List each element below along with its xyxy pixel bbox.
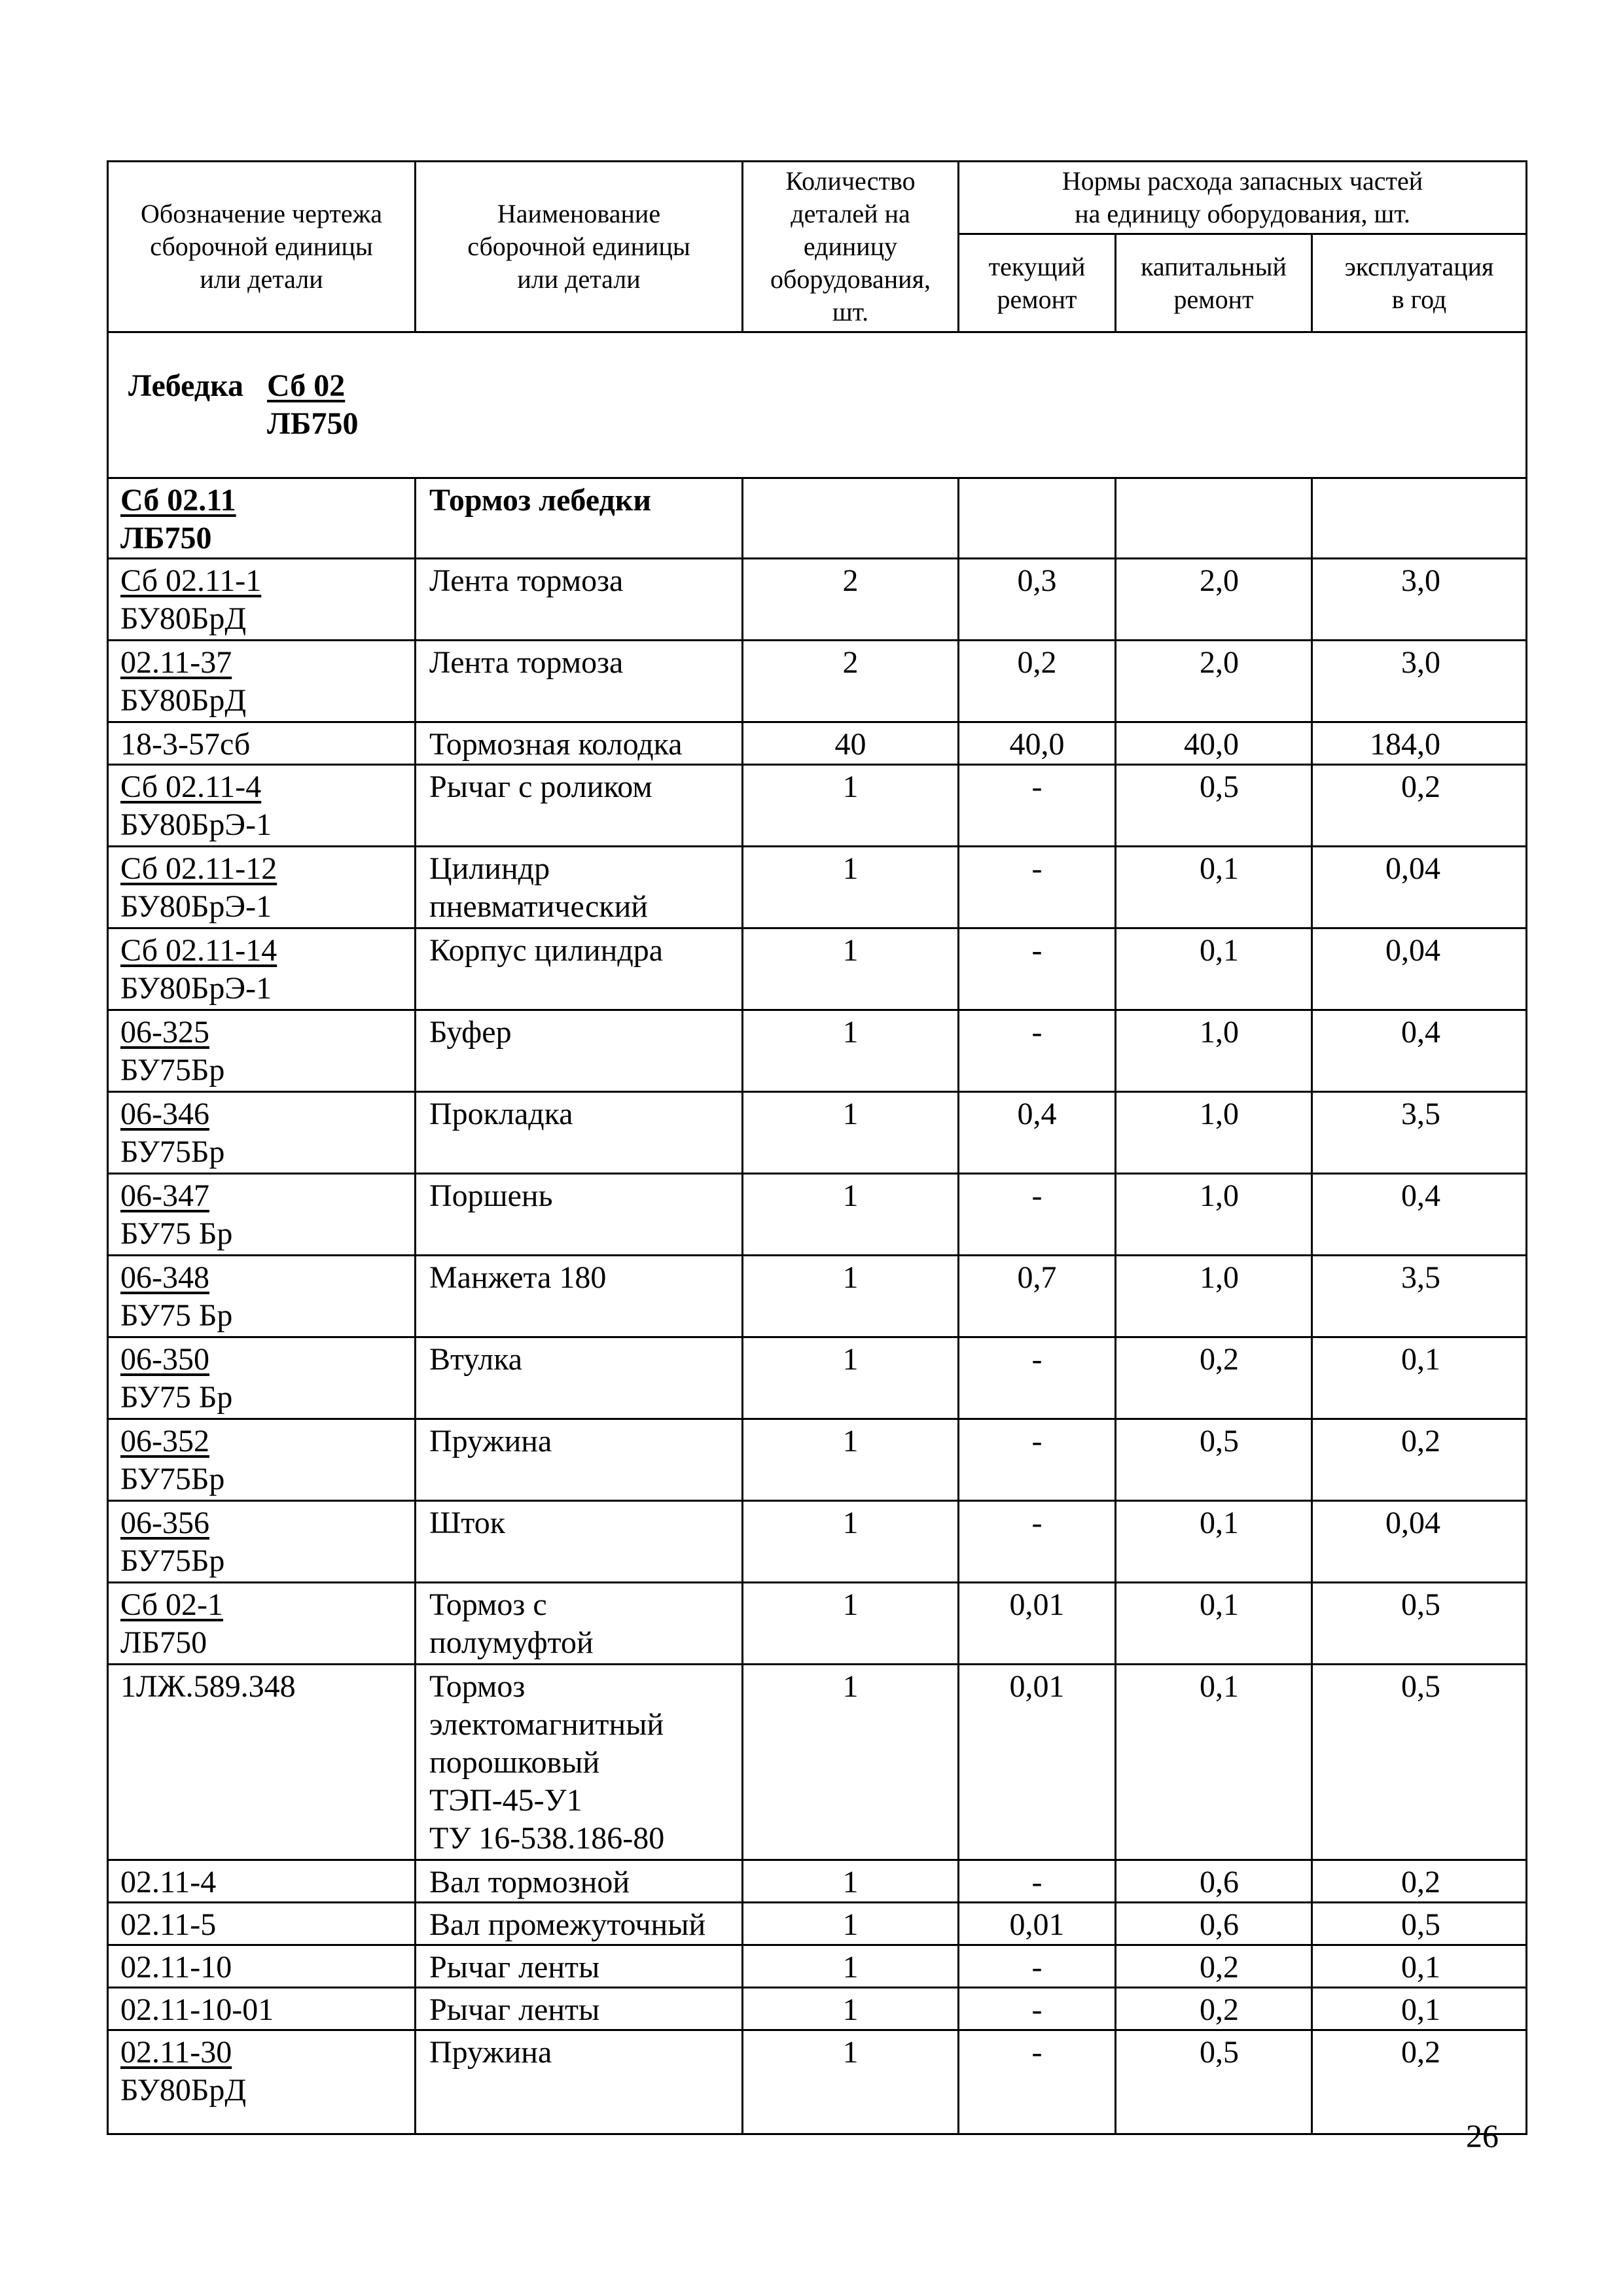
part-name-line: Поршень (429, 1178, 553, 1213)
quantity-cell: 1 (743, 1092, 959, 1174)
quantity-cell: 1 (743, 1583, 959, 1665)
capital-repair-cell: 0,2 (1116, 1945, 1312, 1988)
capital-repair-cell: 0,1 (1116, 1665, 1312, 1860)
group-empty-cell (743, 478, 959, 559)
header-line: капитальный (1141, 251, 1287, 281)
part-name-cell (416, 1903, 743, 1945)
part-name-line: Лента тормоза (429, 645, 624, 680)
group-name-cell (416, 478, 743, 559)
quantity-cell: 1 (743, 1945, 959, 1988)
header-line: сборочной единицы (150, 232, 373, 261)
current-repair-cell: 0,4 (959, 1092, 1116, 1174)
drawing-code-cell (108, 1583, 416, 1665)
part-name-line: Буфер (429, 1015, 512, 1050)
table-row (108, 641, 1527, 722)
part-name-line: Рычаг ленты (429, 1950, 600, 1985)
header-assembly-name (416, 162, 743, 332)
drawing-code-suffix: БУ80БрЭ-1 (120, 889, 272, 924)
capital-repair-cell: 0,5 (1116, 1419, 1312, 1501)
part-name-cell (416, 722, 743, 765)
operation-year-cell: 184,0 (1312, 722, 1527, 765)
drawing-code: Сб 02.11-1 (120, 563, 262, 598)
part-name-cell (416, 1860, 743, 1903)
part-name-line: пневматический (429, 889, 648, 924)
quantity-cell: 1 (743, 847, 959, 928)
quantity-cell: 1 (743, 1501, 959, 1583)
group-code: Сб 02.11 (120, 483, 236, 518)
drawing-code: 02.11-10 (120, 1950, 232, 1985)
drawing-code: Сб 02.11-4 (120, 769, 262, 804)
drawing-code-cell (108, 1419, 416, 1501)
current-repair-cell: 0,2 (959, 641, 1116, 722)
part-name-line: Пружина (429, 1424, 552, 1458)
current-repair-cell: - (959, 847, 1116, 928)
drawing-code: 1ЛЖ.589.348 (120, 1669, 296, 1704)
header-line: текущий (988, 251, 1086, 281)
header-quantity-per-unit (743, 162, 959, 332)
current-repair-cell: - (959, 1860, 1116, 1903)
drawing-code-cell (108, 1256, 416, 1337)
group-code-cell (108, 478, 416, 559)
current-repair-cell: - (959, 928, 1116, 1010)
group-empty-cell (959, 478, 1116, 559)
drawing-code: 06-356 (120, 1506, 209, 1540)
operation-year-cell: 0,4 (1312, 1174, 1527, 1256)
header-drawing-designation (108, 162, 416, 332)
operation-year-cell: 0,2 (1312, 2030, 1527, 2134)
part-name-line: Пружина (429, 2035, 552, 2070)
spare-parts-table-container (107, 160, 1525, 2135)
quantity-cell: 2 (743, 559, 959, 641)
drawing-code: 02.11-10-01 (120, 1992, 274, 2027)
operation-year-cell: 0,5 (1312, 1903, 1527, 1945)
section-label: Лебедка (128, 368, 243, 403)
drawing-code: 06-352 (120, 1424, 209, 1458)
quantity-cell: 1 (743, 1010, 959, 1092)
drawing-code-suffix: БУ80БрЭ-1 (120, 807, 272, 842)
drawing-code-suffix: ЛБ750 (120, 1625, 207, 1660)
part-name-cell (416, 2030, 743, 2134)
part-name-line: электомагнитный (429, 1707, 664, 1742)
drawing-code: 02.11-5 (120, 1907, 217, 1942)
group-empty-cell (1312, 478, 1527, 559)
table-row (108, 1501, 1527, 1583)
part-name-line: Прокладка (429, 1097, 573, 1131)
drawing-code-suffix: БУ75Бр (120, 1462, 225, 1496)
drawing-code: 02.11-37 (120, 645, 232, 680)
drawing-code-cell (108, 1665, 416, 1860)
current-repair-cell: - (959, 765, 1116, 847)
part-name-line: Рычаг с роликом (429, 769, 652, 804)
operation-year-cell: 0,1 (1312, 1945, 1527, 1988)
part-name-line: Лента тормоза (429, 563, 624, 598)
current-repair-cell: 0,3 (959, 559, 1116, 641)
capital-repair-cell: 0,1 (1116, 847, 1312, 928)
header-line: Обозначение чертежа (140, 199, 382, 228)
capital-repair-cell: 0,1 (1116, 1501, 1312, 1583)
part-name-line: Вал тормозной (429, 1865, 630, 1899)
quantity-cell: 2 (743, 641, 959, 722)
part-name-cell (416, 1665, 743, 1860)
operation-year-cell: 0,1 (1312, 1337, 1527, 1419)
header-line: Нормы расхода запасных частей (1061, 166, 1423, 196)
header-line: деталей на (791, 199, 910, 228)
drawing-code: 18-3-57сб (120, 727, 251, 762)
header-line: единицу (803, 232, 898, 261)
part-name-line: Тормоз с (429, 1587, 547, 1622)
quantity-cell: 1 (743, 765, 959, 847)
table-row (108, 847, 1527, 928)
drawing-code-suffix: БУ80БрД (120, 601, 247, 636)
table-row (108, 1665, 1527, 1860)
operation-year-cell: 0,5 (1312, 1583, 1527, 1665)
operation-year-cell: 0,2 (1312, 765, 1527, 847)
part-name-line: Тормозная колодка (429, 727, 683, 762)
table-row (108, 1174, 1527, 1256)
drawing-code-cell (108, 765, 416, 847)
capital-repair-cell: 0,1 (1116, 1583, 1312, 1665)
drawing-code-cell (108, 722, 416, 765)
table-row (108, 928, 1527, 1010)
current-repair-cell: - (959, 1988, 1116, 2030)
part-name-cell (416, 1583, 743, 1665)
quantity-cell: 1 (743, 1174, 959, 1256)
part-name-line: ТЭП-45-У1 (429, 1783, 582, 1818)
current-repair-cell: 0,01 (959, 1583, 1116, 1665)
drawing-code-cell (108, 1988, 416, 2030)
group-row (108, 478, 1527, 559)
header-line: ремонт (997, 284, 1077, 314)
table-row (108, 1092, 1527, 1174)
current-repair-cell: - (959, 1174, 1116, 1256)
header-consumption-norms (959, 162, 1527, 234)
drawing-code: Сб 02-1 (120, 1587, 224, 1622)
part-name-line: Вал промежуточный (429, 1907, 706, 1942)
table-row (108, 1988, 1527, 2030)
header-line: или детали (200, 264, 323, 294)
drawing-code-suffix: БУ75Бр (120, 1135, 225, 1169)
part-name-cell (416, 1256, 743, 1337)
operation-year-cell: 3,0 (1312, 641, 1527, 722)
operation-year-cell: 3,5 (1312, 1256, 1527, 1337)
table-row (108, 1945, 1527, 1988)
capital-repair-cell: 0,5 (1116, 2030, 1312, 2134)
capital-repair-cell: 2,0 (1116, 641, 1312, 722)
capital-repair-cell: 0,5 (1116, 765, 1312, 847)
current-repair-cell: 0,7 (959, 1256, 1116, 1337)
header-operation-per-year (1312, 234, 1527, 332)
drawing-code-cell (108, 847, 416, 928)
operation-year-cell: 0,04 (1312, 1501, 1527, 1583)
operation-year-cell: 0,4 (1312, 1010, 1527, 1092)
part-name-line: Корпус цилиндра (429, 933, 664, 968)
part-name-line: ТУ 16-538.186-80 (429, 1821, 665, 1856)
table-row (108, 1419, 1527, 1501)
drawing-code-suffix: БУ80БрД (120, 683, 247, 718)
drawing-code: 06-348 (120, 1260, 209, 1295)
part-name-cell (416, 1010, 743, 1092)
capital-repair-cell: 0,2 (1116, 1337, 1312, 1419)
quantity-cell: 1 (743, 1860, 959, 1903)
header-line: сборочной единицы (467, 232, 690, 261)
drawing-code-suffix: БУ75Бр (120, 1544, 225, 1578)
capital-repair-cell: 0,6 (1116, 1903, 1312, 1945)
part-name-cell (416, 847, 743, 928)
drawing-code-suffix: БУ80БрЭ-1 (120, 971, 272, 1006)
part-name-cell (416, 765, 743, 847)
drawing-code-cell (108, 1945, 416, 1988)
page-number: 26 (1466, 2117, 1499, 2154)
group-empty-cell (1116, 478, 1312, 559)
drawing-code-cell (108, 559, 416, 641)
capital-repair-cell: 40,0 (1116, 722, 1312, 765)
drawing-code: 06-346 (120, 1097, 209, 1131)
capital-repair-cell: 2,0 (1116, 559, 1312, 641)
section-row (108, 332, 1527, 478)
operation-year-cell: 0,2 (1312, 1860, 1527, 1903)
part-name-line: Рычаг ленты (429, 1992, 600, 2027)
quantity-cell: 1 (743, 1903, 959, 1945)
drawing-code: 06-325 (120, 1015, 209, 1050)
table-row (108, 2030, 1527, 2134)
operation-year-cell: 0,2 (1312, 1419, 1527, 1501)
section-code: Сб 02 (267, 368, 346, 403)
capital-repair-cell: 1,0 (1116, 1174, 1312, 1256)
group-code-suffix: ЛБ750 (120, 521, 212, 556)
table-row (108, 722, 1527, 765)
table-row (108, 765, 1527, 847)
section-cell (108, 332, 1527, 478)
current-repair-cell: - (959, 1945, 1116, 1988)
quantity-cell: 1 (743, 1988, 959, 2030)
operation-year-cell: 0,1 (1312, 1988, 1527, 2030)
part-name-line: Цилиндр (429, 851, 550, 886)
header-line: ремонт (1173, 284, 1254, 314)
part-name-line: Втулка (429, 1342, 523, 1377)
part-name-line: Тормоз (429, 1669, 526, 1704)
drawing-code-cell (108, 1903, 416, 1945)
table-row (108, 1860, 1527, 1903)
quantity-cell: 1 (743, 1419, 959, 1501)
current-repair-cell: - (959, 1337, 1116, 1419)
drawing-code-suffix: БУ75 Бр (120, 1380, 233, 1415)
header-line: или детали (517, 264, 641, 294)
header-line: оборудования, (770, 264, 931, 294)
drawing-code-cell (108, 928, 416, 1010)
drawing-code: 02.11-4 (120, 1865, 217, 1899)
current-repair-cell: 40,0 (959, 722, 1116, 765)
spare-parts-table (107, 160, 1527, 2135)
current-repair-cell: 0,01 (959, 1665, 1116, 1860)
drawing-code: 02.11-30 (120, 2035, 232, 2070)
part-name-cell (416, 1419, 743, 1501)
part-name-cell (416, 928, 743, 1010)
header-line: шт. (832, 297, 869, 327)
header-line: Количество (785, 166, 916, 196)
drawing-code: Сб 02.11-12 (120, 851, 277, 886)
drawing-code-suffix: БУ75Бр (120, 1053, 225, 1087)
table-row (108, 1903, 1527, 1945)
table-row (108, 559, 1527, 641)
quantity-cell: 1 (743, 1256, 959, 1337)
header-line: в год (1391, 284, 1447, 314)
header-line: на единицу оборудования, шт. (1075, 199, 1410, 228)
drawing-code-cell (108, 1092, 416, 1174)
capital-repair-cell: 1,0 (1116, 1092, 1312, 1174)
drawing-code-suffix: БУ75 Бр (120, 1298, 233, 1333)
part-name-line: полумуфтой (429, 1625, 594, 1660)
drawing-code-cell (108, 1337, 416, 1419)
drawing-code-cell (108, 1501, 416, 1583)
drawing-code-cell (108, 2030, 416, 2134)
capital-repair-cell: 0,6 (1116, 1860, 1312, 1903)
part-name-cell (416, 641, 743, 722)
part-name-cell (416, 1945, 743, 1988)
quantity-cell: 1 (743, 1337, 959, 1419)
operation-year-cell: 0,5 (1312, 1665, 1527, 1860)
header-line: Наименование (497, 199, 661, 228)
quantity-cell: 40 (743, 722, 959, 765)
capital-repair-cell: 0,1 (1116, 928, 1312, 1010)
header-capital-repair (1116, 234, 1312, 332)
quantity-cell: 1 (743, 1665, 959, 1860)
part-name-cell (416, 1501, 743, 1583)
table-row (108, 1010, 1527, 1092)
capital-repair-cell: 1,0 (1116, 1010, 1312, 1092)
drawing-code: 06-347 (120, 1178, 209, 1213)
part-name-cell (416, 1988, 743, 2030)
part-name-line: порошковый (429, 1745, 600, 1780)
drawing-code-cell (108, 1174, 416, 1256)
drawing-code: 06-350 (120, 1342, 209, 1377)
part-name-cell (416, 1337, 743, 1419)
part-name-cell (416, 1174, 743, 1256)
current-repair-cell: 0,01 (959, 1903, 1116, 1945)
operation-year-cell: 0,04 (1312, 928, 1527, 1010)
section-code-suffix: ЛБ750 (267, 406, 359, 441)
current-repair-cell: - (959, 1010, 1116, 1092)
group-name: Тормоз лебедки (429, 483, 652, 518)
header-current-repair (959, 234, 1116, 332)
part-name-cell (416, 1092, 743, 1174)
drawing-code: Сб 02.11-14 (120, 933, 277, 968)
operation-year-cell: 0,04 (1312, 847, 1527, 928)
drawing-code-suffix: БУ75 Бр (120, 1216, 233, 1251)
operation-year-cell: 3,5 (1312, 1092, 1527, 1174)
part-name-cell (416, 559, 743, 641)
table-row (108, 1583, 1527, 1665)
table-row (108, 1256, 1527, 1337)
capital-repair-cell: 1,0 (1116, 1256, 1312, 1337)
quantity-cell: 1 (743, 928, 959, 1010)
current-repair-cell: - (959, 1501, 1116, 1583)
capital-repair-cell: 0,2 (1116, 1988, 1312, 2030)
current-repair-cell: - (959, 2030, 1116, 2134)
drawing-code-cell (108, 1010, 416, 1092)
header-line: эксплуатация (1344, 251, 1494, 281)
table-row (108, 1337, 1527, 1419)
drawing-code-cell (108, 641, 416, 722)
operation-year-cell: 3,0 (1312, 559, 1527, 641)
current-repair-cell: - (959, 1419, 1116, 1501)
part-name-line: Манжета 180 (429, 1260, 607, 1295)
drawing-code-cell (108, 1860, 416, 1903)
drawing-code-suffix: БУ80БрД (120, 2073, 247, 2108)
part-name-line: Шток (429, 1506, 506, 1540)
quantity-cell: 1 (743, 2030, 959, 2134)
